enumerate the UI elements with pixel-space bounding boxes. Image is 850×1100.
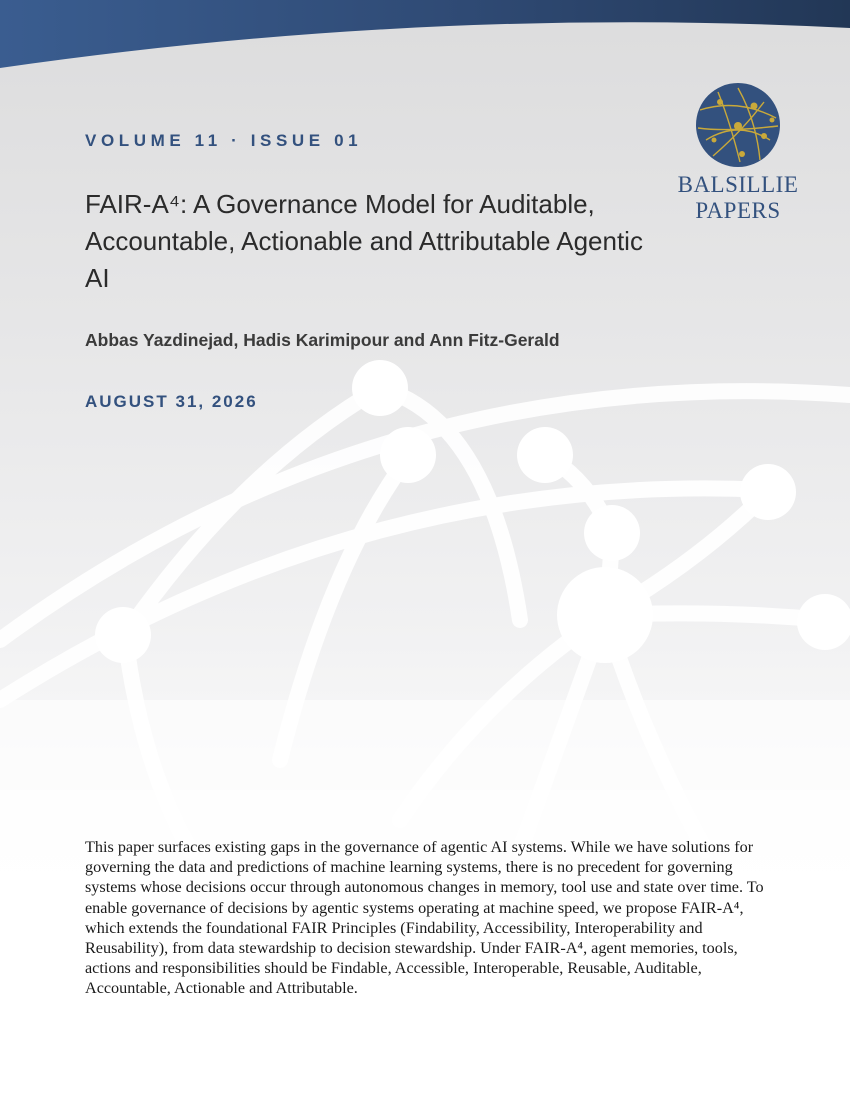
brand-line-2: PAPERS: [695, 198, 781, 223]
network-node: [95, 607, 151, 663]
header-band: [0, 0, 850, 68]
issue-label: VOLUME 11 · ISSUE 01: [85, 131, 363, 150]
network-node: [740, 464, 796, 520]
network-node: [380, 427, 436, 483]
network-node: [797, 594, 850, 650]
network-node: [517, 427, 573, 483]
paper-abstract: This paper surfaces existing gaps in the governance of agentic AI systems. While we have solutions for governing the data and predictions of machine learning systems, there is no precedent for governing systems whose decisions occur through autonomous changes in memory, tool use and state over time. To enable governance of decisions by agentic systems operating at machine speed, we propose FAIR-A⁴, which extends the foundational FAIR Principles (Findability, Accessibility, Interoperability and Reusability), from data stewardship to decision stewardship. Under FAIR-A⁴, agent memories, tools, actions and responsibilities should be Findable, Accessible, Interoperable, Reusable, Auditable, Accountable, Actionable and Attributable.: [85, 838, 764, 998]
paper-authors: Abbas Yazdinejad, Hadis Karimipour and Ann Fitz-Gerald: [85, 330, 560, 350]
brand-line-1: BALSILLIE: [677, 172, 799, 197]
network-node: [352, 360, 408, 416]
network-globe-icon: [668, 80, 808, 172]
network-node: [584, 505, 640, 561]
paper-title: FAIR-A⁴: A Governance Model for Auditable, Accountable, Actionable and Attributable Agentic AI: [85, 189, 643, 293]
network-node: [557, 567, 653, 663]
balsillie-logo: [668, 80, 808, 230]
publication-date: AUGUST 31, 2026: [85, 392, 258, 411]
